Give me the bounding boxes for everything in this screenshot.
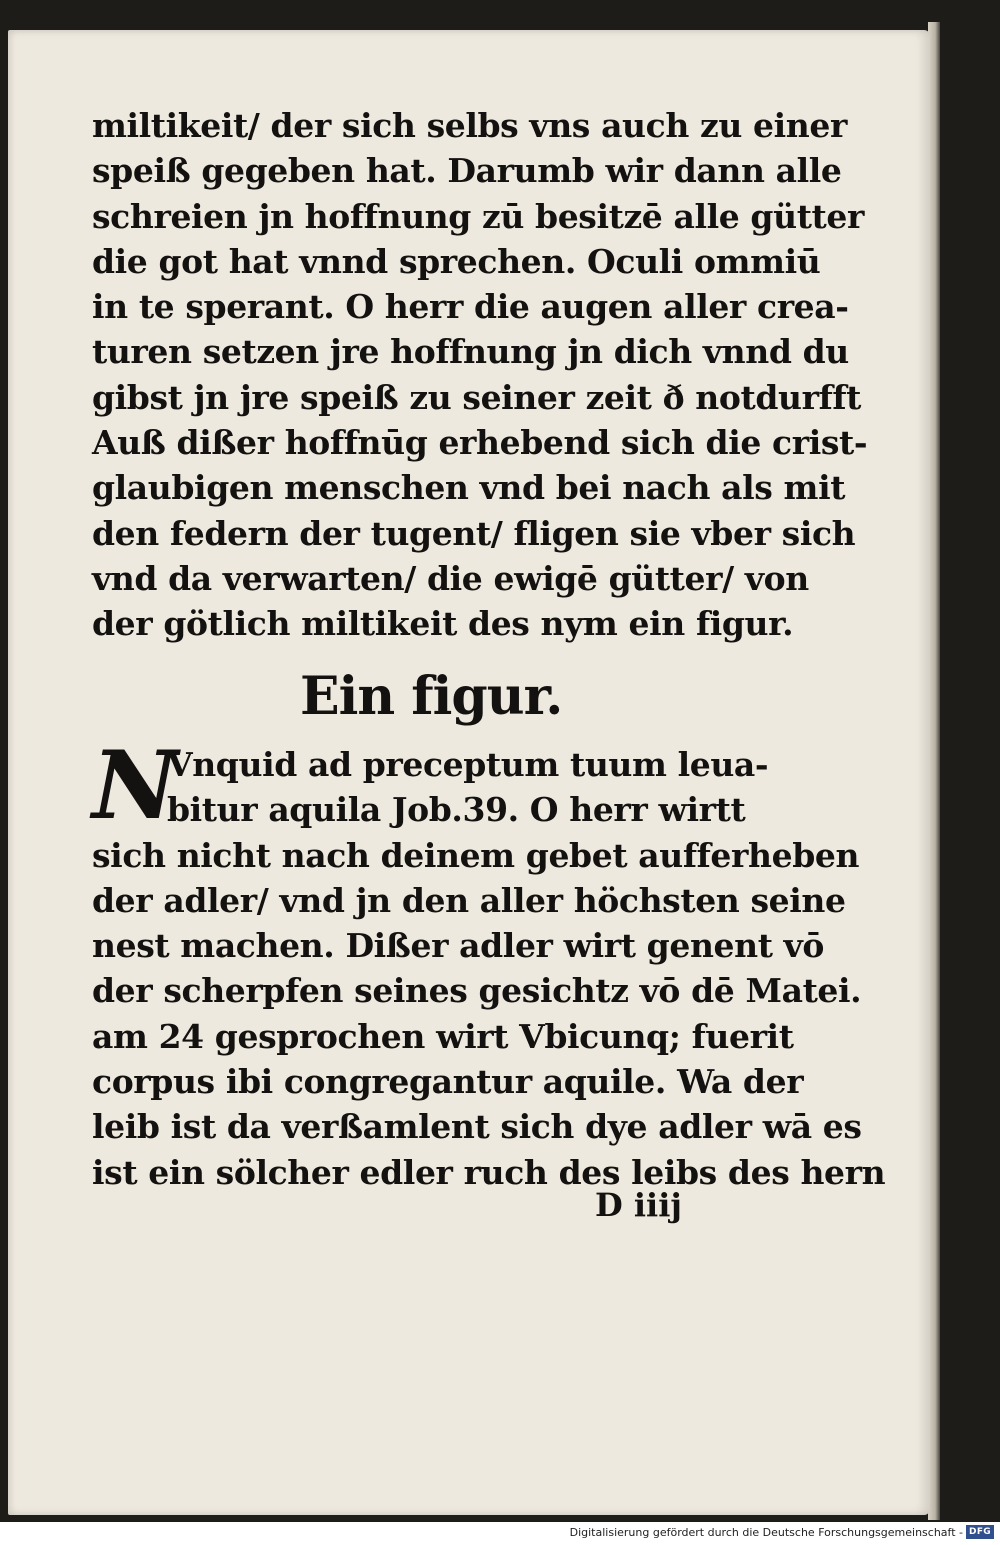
text-line: miltikeit/ der sich selbs vns auch zu einer bbox=[92, 106, 847, 145]
text-line: bitur aquila Job.39. O herr wirtt bbox=[167, 790, 746, 830]
funding-notice: Digitalisierung gefördert durch die Deutsche Forschungsgemeinschaft - bbox=[569, 1526, 963, 1539]
text-block-body bbox=[92, 742, 886, 1195]
text-line: vnd da verwarten/ die ewigē gütter/ von bbox=[92, 558, 809, 598]
text-block-top bbox=[92, 103, 868, 647]
text-line: speiß gegeben hat. Darumb wir dann alle bbox=[92, 151, 842, 191]
footer-bar bbox=[0, 1522, 1000, 1545]
text-line: am 24 gesprochen wirt Vbicunq; fuerit bbox=[92, 1016, 794, 1056]
text-line: die got hat vnnd sprechen. Oculi ommiū bbox=[92, 241, 821, 281]
text-line: leib ist da verßamlent sich dye adler wā es bbox=[92, 1107, 862, 1147]
decorated-initial: N bbox=[92, 731, 178, 841]
text-line: corpus ibi congregantur aquile. Wa der bbox=[92, 1062, 804, 1102]
text-line: der götlich miltikeit des nym ein figur. bbox=[92, 604, 794, 644]
text-line: der scherpfen seines gesichtz vō dē Matei. bbox=[92, 971, 862, 1011]
text-line: nest machen. Dißer adler wirt genent vō bbox=[92, 926, 825, 966]
text-line: schreien jn hoffnung zū besitzē alle gütter bbox=[92, 196, 864, 236]
text-line: ist ein sölcher edler ruch des leibs des hern bbox=[92, 1152, 886, 1192]
text-line: den federn der tugent/ fligen sie vber sich bbox=[92, 513, 856, 553]
section-heading: Ein figur. bbox=[300, 666, 563, 727]
text-line: glaubigen menschen vnd bei nach als mit bbox=[92, 468, 846, 508]
dfg-logo: DFG bbox=[966, 1525, 994, 1539]
text-line: gibst jn jre speiß zu seiner zeit ð notdurfft bbox=[92, 377, 862, 417]
text-line: in te sperant. O herr die augen aller crea- bbox=[92, 287, 849, 327]
signature-mark: D iiij bbox=[595, 1186, 682, 1224]
text-line: turen setzen jre hoffnung jn dich vnnd du bbox=[92, 332, 849, 372]
text-line: Auß dißer hoffnūg erhebend sich die crist- bbox=[92, 423, 868, 463]
text-line: sich nicht nach deinem gebet aufferheben bbox=[92, 835, 860, 875]
text-line: der adler/ vnd jn den aller höchsten seine bbox=[92, 880, 846, 920]
text-line: Vnquid ad preceptum tuum leua- bbox=[167, 745, 769, 784]
